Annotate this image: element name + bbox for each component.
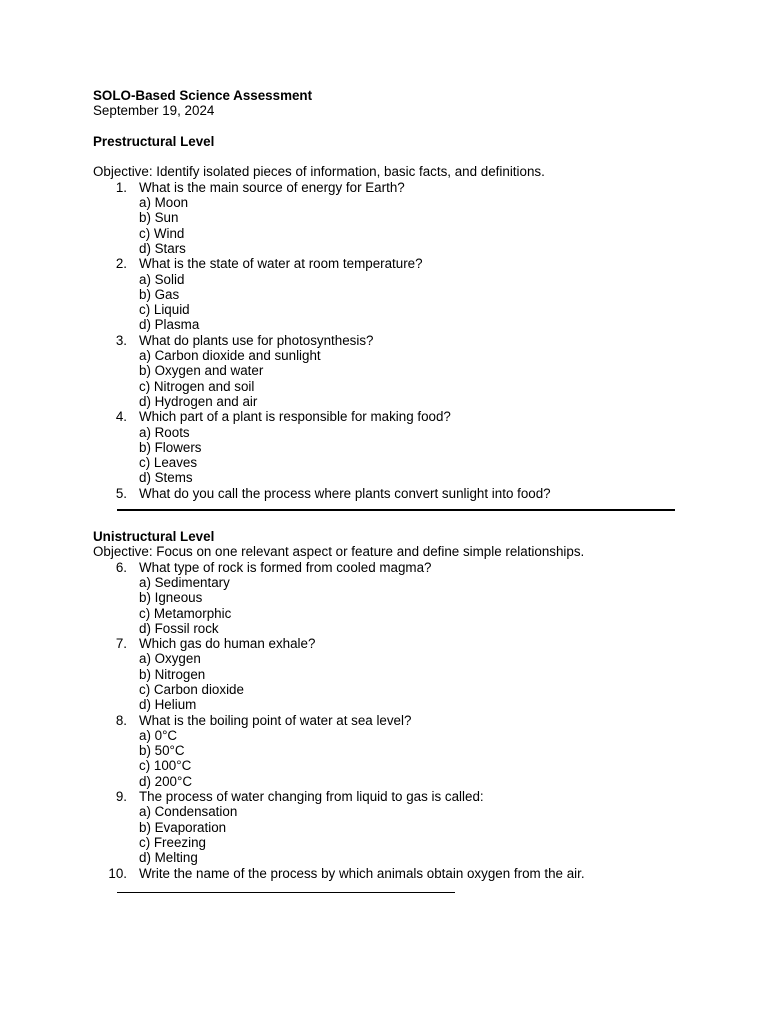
question-number: 7. <box>115 636 127 652</box>
answer-option: b) Oxygen and water <box>139 363 264 379</box>
option-list <box>93 195 693 256</box>
answer-option: a) 0°C <box>139 727 178 743</box>
answer-option: a) Sedimentary <box>139 574 230 590</box>
question-number: 5. <box>115 485 127 501</box>
question-text: Write the name of the process by which animals obtain oxygen from the air. <box>139 865 585 881</box>
answer-option: b) Evaporation <box>139 819 227 835</box>
question-text: Which gas do human exhale? <box>139 636 316 652</box>
answer-option: c) Wind <box>139 225 185 241</box>
question-2 <box>93 256 693 271</box>
question-number: 8. <box>115 712 127 728</box>
option-list <box>93 804 693 865</box>
question-10 <box>93 866 693 881</box>
question-9 <box>93 789 693 804</box>
answer-option: d) Plasma <box>139 317 200 333</box>
section-heading: Unistructural Level <box>93 529 215 545</box>
document-date: September 19, 2024 <box>93 103 215 119</box>
answer-option: a) Oxygen <box>139 651 201 667</box>
question-text: The process of water changing from liquid to gas is called: <box>139 789 484 805</box>
answer-option: d) Helium <box>139 697 197 713</box>
option-list <box>93 575 693 636</box>
answer-option: a) Roots <box>139 424 190 440</box>
question-number: 1. <box>115 179 127 195</box>
answer-option: a) Solid <box>139 271 185 287</box>
section-heading: Prestructural Level <box>93 133 215 149</box>
answer-line <box>117 509 675 511</box>
question-text: Which part of a plant is responsible for making food? <box>139 409 451 425</box>
section-objective: Objective: Identify isolated pieces of information, basic facts, and definitions. <box>93 164 545 180</box>
answer-option: c) Freezing <box>139 834 206 850</box>
question-3 <box>93 333 693 348</box>
answer-option: d) Hydrogen and air <box>139 393 258 409</box>
question-text: What do plants use for photosynthesis? <box>139 332 374 348</box>
answer-option: b) Sun <box>139 210 179 226</box>
answer-option: c) Liquid <box>139 302 190 318</box>
question-text: What is the boiling point of water at sea level? <box>139 712 412 728</box>
section-unistructural <box>93 529 693 893</box>
answer-option: d) Fossil rock <box>139 620 219 636</box>
question-7 <box>93 636 693 651</box>
answer-option: d) Melting <box>139 850 198 866</box>
question-number: 10. <box>108 865 127 881</box>
answer-option: b) Igneous <box>139 590 203 606</box>
spacer <box>93 119 693 134</box>
answer-line <box>117 892 455 893</box>
question-number: 2. <box>115 256 127 272</box>
answer-option: b) Flowers <box>139 439 202 455</box>
answer-option: a) Condensation <box>139 804 238 820</box>
answer-option: d) 200°C <box>139 773 192 789</box>
answer-option: c) Carbon dioxide <box>139 681 244 697</box>
answer-option: c) Nitrogen and soil <box>139 378 255 394</box>
answer-option: c) Metamorphic <box>139 605 232 621</box>
answer-option: d) Stars <box>139 240 186 256</box>
answer-option: b) Gas <box>139 286 180 302</box>
question-1 <box>93 180 693 195</box>
document-page <box>93 88 693 893</box>
section-objective: Objective: Focus on one relevant aspect or feature and define simple relationships. <box>93 544 585 560</box>
option-list <box>93 272 693 333</box>
question-5 <box>93 486 693 501</box>
question-text: What is the main source of energy for Earth? <box>139 179 405 195</box>
question-8 <box>93 713 693 728</box>
answer-option: b) 50°C <box>139 743 185 759</box>
answer-option: c) 100°C <box>139 758 192 774</box>
option-list <box>93 728 693 789</box>
question-text: What do you call the process where plants convert sunlight into food? <box>139 485 551 501</box>
answer-option: b) Nitrogen <box>139 666 206 682</box>
answer-option: a) Moon <box>139 195 189 211</box>
spacer <box>93 149 693 164</box>
question-number: 4. <box>115 409 127 425</box>
question-number: 6. <box>115 559 127 575</box>
answer-option: c) Leaves <box>139 455 198 471</box>
answer-option: a) Carbon dioxide and sunlight <box>139 348 321 364</box>
option-list <box>93 651 693 712</box>
question-text: What type of rock is formed from cooled magma? <box>139 559 432 575</box>
answer-option: d) Stems <box>139 470 193 486</box>
option-list <box>93 425 693 486</box>
question-text: What is the state of water at room temperature? <box>139 256 423 272</box>
question-number: 3. <box>115 332 127 348</box>
document-title: SOLO-Based Science Assessment <box>93 88 313 103</box>
question-4 <box>93 409 693 424</box>
question-number: 9. <box>115 789 127 805</box>
question-6 <box>93 560 693 575</box>
section-prestructural <box>93 134 693 511</box>
option-list <box>93 348 693 409</box>
